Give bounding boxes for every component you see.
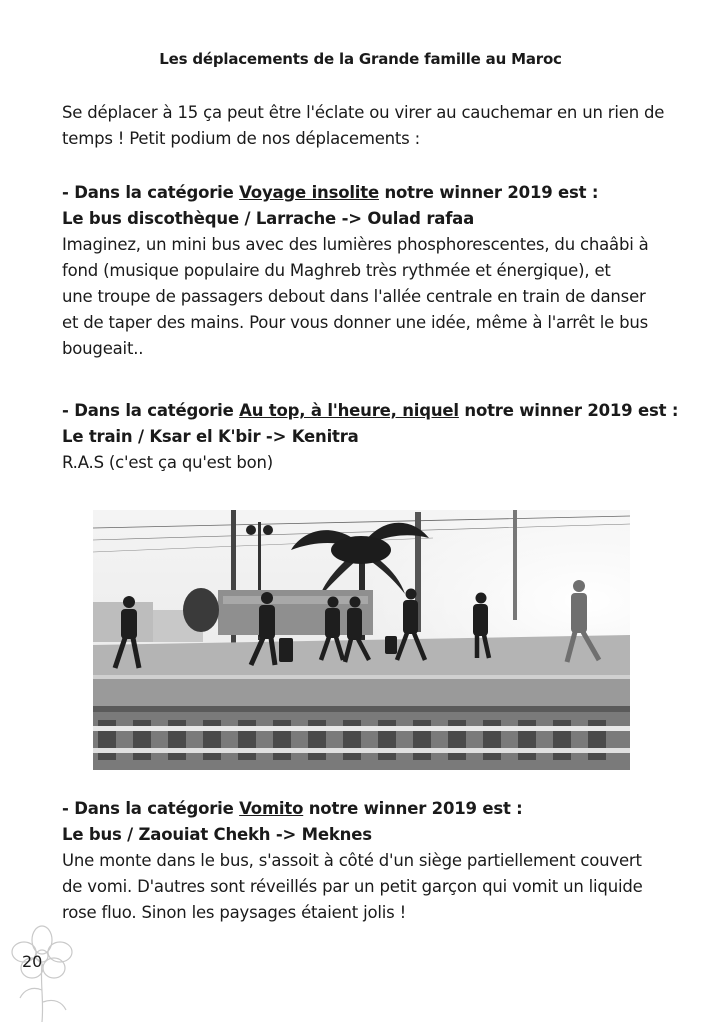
body-line: et de taper des mains. Pour vous donner une idée, même à l'arrêt le bus: [62, 313, 649, 332]
route: Le train / Ksar el K'bir -> Kenitra: [62, 427, 359, 446]
body-line: bougeait..: [62, 339, 144, 358]
heading-prefix: - Dans la catégorie: [62, 183, 240, 202]
body-line: R.A.S (c'est ça qu'est bon): [62, 453, 274, 472]
heading-prefix: - Dans la catégorie: [62, 401, 240, 420]
page-number: 20: [22, 952, 43, 971]
page-title: Les déplacements de la Grande famille au Maroc: [159, 50, 562, 68]
heading-prefix: - Dans la catégorie: [62, 799, 240, 818]
route: Le bus / Zaouiat Chekh -> Meknes: [62, 825, 372, 844]
body-line: fond (musique populaire du Maghreb très rythmée et énergique), et: [62, 261, 611, 280]
section-au-top: [62, 398, 692, 476]
category-name: Voyage insolite: [239, 183, 379, 202]
body-line: Imaginez, un mini bus avec des lumières phosphorescentes, du chaâbi à: [62, 235, 649, 254]
body-line: de vomi. D'autres sont réveillés par un petit garçon qui vomit un liquide: [62, 877, 643, 896]
section-vomito: [62, 796, 692, 926]
section-voyage-insolite: [62, 180, 692, 362]
flower-doodle-icon: [2, 920, 82, 1024]
body-line: Une monte dans le bus, s'assoit à côté d'un siège partiellement couvert: [62, 851, 642, 870]
route: Le bus discothèque / Larrache -> Oulad rafaa: [62, 209, 475, 228]
heading-suffix: notre winner 2019 est :: [458, 401, 679, 420]
intro-line: temps ! Petit podium de nos déplacements :: [62, 129, 420, 148]
train-station-photo: [93, 510, 630, 770]
intro-line: Se déplacer à 15 ça peut être l'éclate ou virer au cauchemar en un rien de: [62, 103, 665, 122]
category-name: Vomito: [239, 799, 304, 818]
heading-suffix: notre winner 2019 est :: [303, 799, 523, 818]
intro-paragraph: [62, 100, 692, 152]
body-line: une troupe de passagers debout dans l'allée centrale en train de danser: [62, 287, 646, 306]
body-line: rose fluo. Sinon les paysages étaient jolis !: [62, 903, 407, 922]
section-heading: [62, 180, 692, 206]
section-heading: [62, 398, 692, 424]
section-heading: [62, 796, 692, 822]
heading-suffix: notre winner 2019 est :: [378, 183, 599, 202]
category-name: Au top, à l'heure, niquel: [239, 401, 459, 420]
